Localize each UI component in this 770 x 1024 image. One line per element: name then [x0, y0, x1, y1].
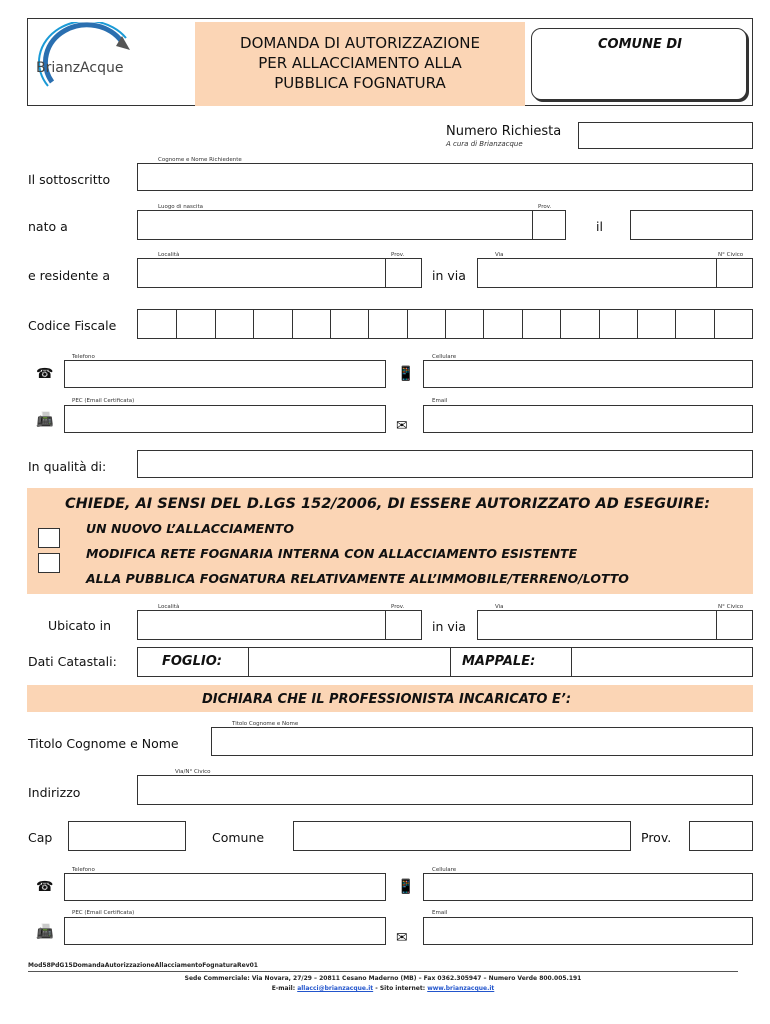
footer-sede-text: Sede Commerciale: Via Novara, 27/29 – 20811 Cesano Maderno (MB) – Fax 0362.305947 – Numero Verde 800.005.191 [184, 975, 582, 982]
codice-fiscale-cell-divider [599, 310, 600, 338]
prof-mobile-phone-icon: 📱 [397, 879, 415, 895]
codice-fiscale-cell-divider [292, 310, 293, 338]
ubicato-prov-input[interactable] [385, 610, 422, 640]
numero-richiesta-input[interactable] [578, 122, 753, 149]
form-title-line1: DOMANDA DI AUTORIZZAZIONE [240, 34, 480, 52]
form-title-line3: PUBBLICA FOGNATURA [274, 74, 446, 92]
option-nuovo-label: UN NUOVO L’ALLACCIAMENTO [86, 521, 294, 536]
professionista-indirizzo-input[interactable] [137, 775, 753, 805]
codice-fiscale-cell-divider [714, 310, 715, 338]
codice-fiscale-cell-divider [215, 310, 216, 338]
ubicato-localita-caption: Località [158, 604, 180, 610]
codice-fiscale-cell-divider [637, 310, 638, 338]
form-title [195, 33, 525, 93]
cognome-nome-caption: Cognome e Nome Richiedente [158, 157, 242, 163]
data-nascita-input[interactable] [630, 210, 753, 240]
il-label: il [596, 219, 603, 234]
numero-richiesta-sub: A cura di Brianzacque [446, 140, 523, 148]
codice-fiscale-grid[interactable] [137, 309, 753, 339]
footer-sede [28, 975, 738, 982]
footer-site-link[interactable]: www.brianzacque.it [427, 985, 495, 992]
residenza-via-caption: Via [495, 252, 504, 258]
codice-fiscale-cell-divider [560, 310, 561, 338]
codice-fiscale-cell-divider [176, 310, 177, 338]
pec-caption: PEC (Email Certificata) [72, 398, 135, 404]
prof-fax-icon: 📠 [36, 924, 54, 940]
mobile-phone-icon: 📱 [397, 366, 415, 382]
residenza-localita-input[interactable] [137, 258, 386, 288]
codice-fiscale-cell-divider [522, 310, 523, 338]
chiede-line3: ALLA PUBBLICA FOGNATURA RELATIVAMENTE ALL’IMMOBILE/TERRENO/LOTTO [86, 571, 629, 586]
footer-code: Mod58PdG15DomandaAutorizzazioneAllacciamentoFognaturaRev01 [28, 962, 258, 969]
telefono-input[interactable] [64, 360, 386, 388]
prov-prof-label: Prov. [641, 830, 672, 845]
residenza-in-via-label: in via [432, 268, 466, 283]
residenza-civico-input[interactable] [716, 258, 753, 288]
prof-pec-caption: PEC (Email Certificata) [72, 910, 135, 916]
numero-richiesta-label: Numero Richiesta [446, 124, 562, 139]
codice-fiscale-cell-divider [330, 310, 331, 338]
indirizzo-label: Indirizzo [28, 785, 81, 800]
form-title-line2: PER ALLACCIAMENTO ALLA [258, 54, 462, 72]
ubicato-civico-caption: N° Civico [718, 604, 744, 610]
residenza-prov-caption: Prov. [391, 252, 405, 258]
cap-input[interactable] [68, 821, 186, 851]
prof-telefono-input[interactable] [64, 873, 386, 901]
mappale-input[interactable] [572, 648, 752, 676]
residente-label: e residente a [28, 268, 110, 283]
footer-email-prefix: E-mail: [271, 985, 298, 992]
footer-rule [28, 971, 738, 972]
mappale-label: MAPPALE: [462, 654, 536, 669]
titolo-caption: Titolo Cognome e Nome [232, 721, 299, 727]
qualita-input[interactable] [137, 450, 753, 478]
nascita-prov-input[interactable] [532, 210, 566, 240]
footer-contacts [28, 985, 738, 992]
option-modifica-checkbox[interactable] [38, 553, 60, 573]
cap-label: Cap [28, 830, 53, 845]
codice-fiscale-cell-divider [407, 310, 408, 338]
email-caption: Email [432, 398, 448, 404]
codice-fiscale-cell-divider [253, 310, 254, 338]
prof-email-caption: Email [432, 910, 448, 916]
footer-site-prefix: - Sito internet: [373, 985, 428, 992]
catastali-divider-2 [450, 647, 451, 677]
cellulare-input[interactable] [423, 360, 753, 388]
prof-pec-input[interactable] [64, 917, 386, 945]
prof-telephone-icon: ☎ [36, 879, 54, 895]
cellulare-caption: Cellulare [432, 354, 457, 360]
ubicato-prov-caption: Prov. [391, 604, 405, 610]
professionista-prov-input[interactable] [689, 821, 753, 851]
pec-input[interactable] [64, 405, 386, 433]
telefono-caption: Telefono [72, 354, 95, 360]
codice-fiscale-cell-divider [445, 310, 446, 338]
codice-fiscale-cell-divider [368, 310, 369, 338]
ubicato-via-caption: Via [495, 604, 504, 610]
prof-cellulare-caption: Cellulare [432, 867, 457, 873]
comune-prof-label: Comune [212, 830, 265, 845]
luogo-nascita-caption: Luogo di nascita [158, 204, 203, 210]
codice-fiscale-cell-divider [675, 310, 676, 338]
ubicato-civico-input[interactable] [716, 610, 753, 640]
codice-fiscale-cell-divider [483, 310, 484, 338]
ubicato-via-input[interactable] [477, 610, 717, 640]
logo [30, 22, 150, 102]
ubicato-in-via-label: in via [432, 619, 466, 634]
option-modifica-label: MODIFICA RETE FOGNARIA INTERNA CON ALLACCIAMENTO ESISTENTE [86, 546, 578, 561]
ubicato-localita-input[interactable] [137, 610, 386, 640]
catastali-label: Dati Catastali: [28, 654, 117, 669]
logo-text: BrianzAcque [36, 60, 124, 76]
chiede-title: CHIEDE, AI SENSI DEL D.LGS 152/2006, DI ESSERE AUTORIZZATO AD ESEGUIRE: [65, 496, 711, 512]
professionista-comune-input[interactable] [293, 821, 631, 851]
prof-email-input[interactable] [423, 917, 753, 945]
residenza-civico-caption: N° Civico [718, 252, 744, 258]
residenza-localita-caption: Località [158, 252, 180, 258]
ubicato-label: Ubicato in [48, 618, 112, 633]
nascita-prov-caption: Prov. [538, 204, 552, 210]
foglio-label: FOGLIO: [162, 654, 222, 669]
prof-envelope-icon: ✉ [396, 930, 408, 946]
nato-label: nato a [28, 219, 68, 234]
prof-cellulare-input[interactable] [423, 873, 753, 901]
cognome-nome-input[interactable] [137, 163, 753, 191]
fax-icon: 📠 [36, 412, 54, 428]
foglio-input[interactable] [249, 648, 449, 676]
residenza-prov-input[interactable] [385, 258, 422, 288]
footer-email-link[interactable]: allacci@brianzacque.it [297, 985, 374, 992]
email-input[interactable] [423, 405, 753, 433]
professionista-nome-input[interactable] [211, 727, 753, 756]
indirizzo-caption: Via/N° Civico [175, 769, 211, 775]
sottoscritto-label: Il sottoscritto [28, 172, 111, 187]
codice-fiscale-label: Codice Fiscale [28, 318, 117, 333]
residenza-via-input[interactable] [477, 258, 717, 288]
prof-telefono-caption: Telefono [72, 867, 95, 873]
telephone-icon: ☎ [36, 366, 54, 382]
comune-label: COMUNE DI [598, 37, 682, 52]
option-nuovo-checkbox[interactable] [38, 528, 60, 548]
luogo-nascita-input[interactable] [137, 210, 533, 240]
qualita-label: In qualità di: [28, 459, 107, 474]
titolo-label: Titolo Cognome e Nome [28, 736, 179, 751]
dichiara-title: DICHIARA CHE IL PROFESSIONISTA INCARICATO E’: [202, 692, 572, 707]
envelope-icon: ✉ [396, 418, 408, 434]
